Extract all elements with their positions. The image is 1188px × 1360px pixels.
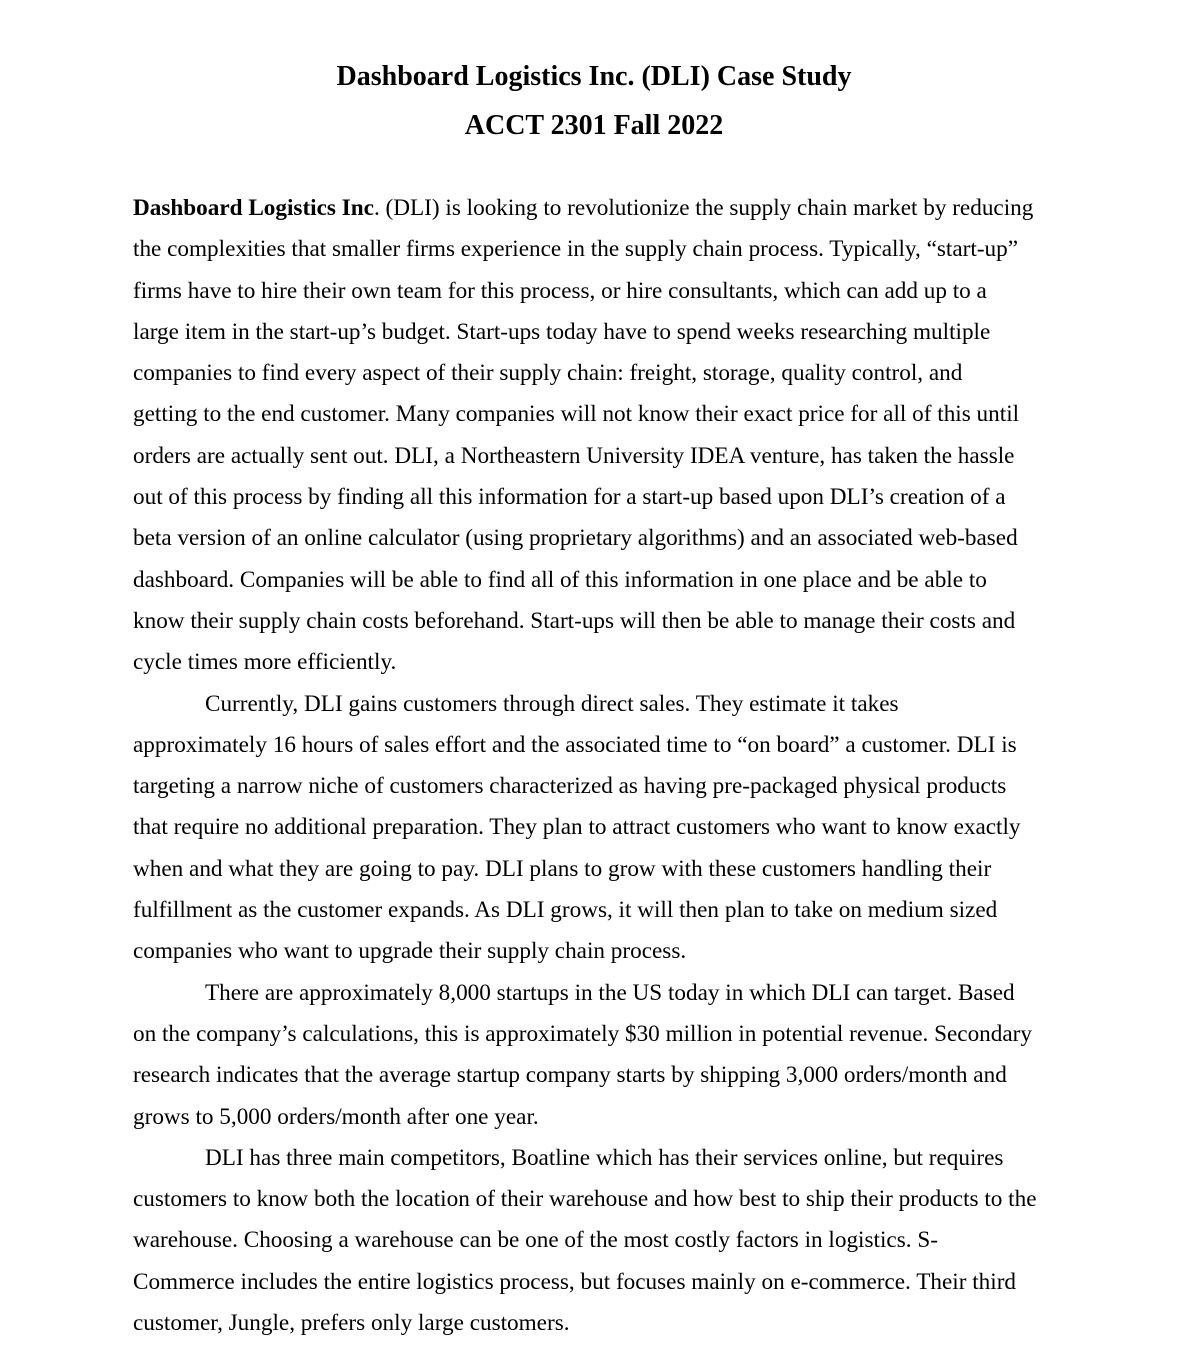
paragraph-line: large item in the start-up’s budget. Start-ups today have to spend weeks researching multiple (133, 318, 991, 345)
paragraph-line: orders are actually sent out. DLI, a Northeastern University IDEA venture, has taken the hassle (133, 442, 1015, 469)
paragraph-customers (133, 684, 1073, 973)
title-line-course: ACCT 2301 Fall 2022 (464, 110, 724, 141)
paragraph-line: cycle times more efficiently. (133, 649, 397, 676)
paragraph-line: dashboard. Companies will be able to find all of this information in one place and be able to (133, 566, 987, 593)
paragraph-line (133, 188, 1073, 229)
paragraph-line: firms have to hire their own team for this process, or hire consultants, which can add up to a (133, 277, 987, 304)
paragraph-line: out of this process by finding all this information for a start-up based upon DLI’s creation of a (133, 484, 1006, 511)
company-name-bold: Dashboard Logistics Inc (133, 195, 374, 221)
paragraph-line: that require no additional preparation. They plan to attract customers who want to know exactly (133, 814, 1021, 841)
paragraph-line: getting to the end customer. Many companies will not know their exact price for all of this until (133, 401, 1020, 428)
paragraph-line: companies to find every aspect of their supply chain: freight, storage, quality control, and (133, 360, 963, 387)
paragraph-competitors (133, 1138, 1073, 1344)
title-line-case-study: Dashboard Logistics Inc. (DLI) Case Study (336, 61, 852, 92)
paragraph-line: fulfillment as the customer expands. As DLI grows, it will then plan to take on medium sized (133, 897, 998, 924)
paragraph-market (133, 973, 1073, 1138)
paragraph-line: on the company’s calculations, this is approximately $30 million in potential revenue. Secondary (133, 1020, 1032, 1047)
paragraph-intro (133, 188, 1073, 684)
paragraph-line: targeting a narrow niche of customers characterized as having pre-packaged physical products (133, 773, 1007, 800)
paragraph-line: approximately 16 hours of sales effort and the associated time to “on board” a customer. DLI is (133, 731, 1017, 758)
paragraph-line: customer, Jungle, prefers only large customers. (133, 1310, 570, 1337)
paragraph-line: There are approximately 8,000 startups in the US today in which DLI can target. Based (205, 979, 1015, 1006)
paragraph-line: warehouse. Choosing a warehouse can be one of the most costly factors in logistics. S- (133, 1227, 938, 1254)
paragraph-line: know their supply chain costs beforehand. Start-ups will then be able to manage their costs and (133, 607, 1016, 634)
document-body (133, 188, 1073, 1344)
paragraph-line: research indicates that the average startup company starts by shipping 3,000 orders/month and (133, 1062, 1007, 1089)
paragraph-line: customers to know both the location of their warehouse and how best to ship their products to the (133, 1186, 1037, 1213)
document-title (0, 52, 1188, 150)
line-text: . (DLI) is looking to revolutionize the supply chain market by reducing (373, 195, 1034, 221)
paragraph-line: beta version of an online calculator (using proprietary algorithms) and an associated web-based (133, 525, 1018, 552)
paragraph-line: companies who want to upgrade their supply chain process. (133, 938, 687, 965)
paragraph-line: Commerce includes the entire logistics process, but focuses mainly on e-commerce. Their third (133, 1268, 1017, 1295)
paragraph-line: grows to 5,000 orders/month after one year. (133, 1103, 539, 1130)
paragraph-line: DLI has three main competitors, Boatline which has their services online, but requires (205, 1144, 1004, 1171)
paragraph-line: when and what they are going to pay. DLI plans to grow with these customers handling their (133, 855, 992, 882)
paragraph-line: Currently, DLI gains customers through direct sales. They estimate it takes (205, 690, 899, 717)
paragraph-line: the complexities that smaller firms experience in the supply chain process. Typically, “start-up” (133, 236, 1019, 263)
